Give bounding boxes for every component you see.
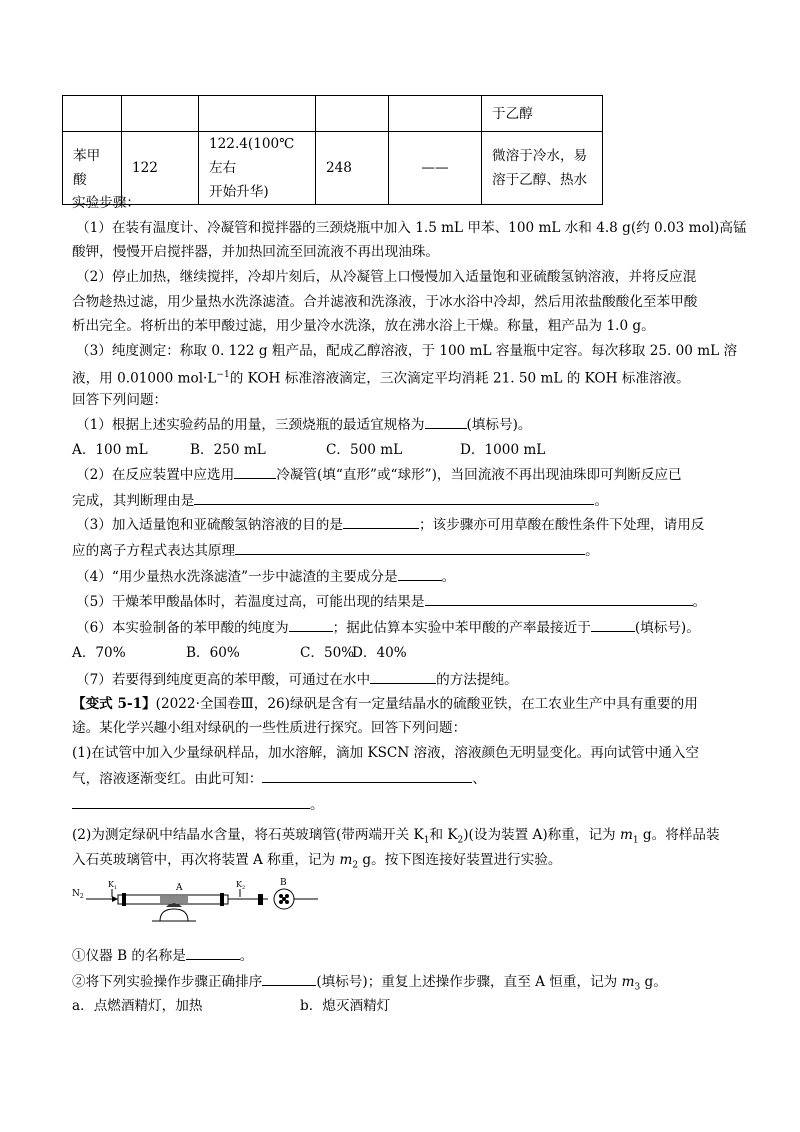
question-7 bbox=[76, 669, 518, 690]
text: ②将下列实验操作步骤正确排序 bbox=[72, 974, 263, 990]
variant-line-b: 途。某化学兴趣小组对绿矾的一些性质进行探究。回答下列问题： bbox=[72, 720, 467, 736]
cell-text: 开始升华) bbox=[209, 184, 269, 200]
cell-text: 122.4(100℃左右 bbox=[209, 136, 295, 176]
text: g。 bbox=[640, 974, 667, 990]
step-3-line-a: （3）纯度测定：称取 0. 122 g 粗产品，配成乙醇溶液，于 100 mL 容量瓶中定容。每次移取 25. 00 mL 溶 bbox=[76, 343, 738, 359]
text: (2)为测定绿矾中结晶水含量，将石英玻璃管(带两端开关 K bbox=[72, 827, 424, 843]
table-cell: 122 bbox=[122, 132, 199, 205]
text: 。 bbox=[441, 569, 456, 585]
text: )(设为装置 A)称重，记为 bbox=[463, 827, 620, 843]
answer-blank bbox=[370, 669, 436, 684]
text: g。将样品装 bbox=[638, 827, 720, 843]
answer-blank bbox=[72, 794, 310, 809]
table-cell bbox=[482, 132, 603, 205]
tube-stopper bbox=[220, 893, 224, 906]
step-1-line-b: 酸钾，慢慢开启搅拌器，并加热回流至回流液不再出现油珠。 bbox=[72, 244, 440, 260]
table-cell bbox=[316, 96, 389, 132]
part-2-line-b bbox=[72, 850, 561, 876]
variable: m bbox=[339, 852, 353, 868]
steps-title: 实验步骤： bbox=[72, 195, 140, 211]
question-2-line-a bbox=[76, 464, 682, 485]
option: C．500 mL bbox=[326, 442, 403, 458]
part-1-line-c bbox=[72, 794, 324, 815]
question-4 bbox=[76, 566, 455, 587]
desiccant-dot bbox=[279, 900, 283, 904]
text: ；据此估算本实验中苯甲酸的产率最接近于 bbox=[332, 620, 591, 636]
subscript: 3 bbox=[634, 982, 641, 993]
text: (填标号)。 bbox=[634, 620, 700, 636]
sample-boat bbox=[160, 896, 188, 903]
part-1-line-b bbox=[72, 768, 486, 789]
text: 、 bbox=[472, 771, 486, 787]
variant-tag: 【变式 5-1】 bbox=[72, 696, 156, 712]
text: 气，溶液逐渐变红。由此可知： bbox=[72, 771, 263, 787]
answer-blank bbox=[425, 414, 467, 429]
answer-blank bbox=[398, 566, 442, 581]
property-table bbox=[62, 95, 603, 205]
text: 入石英玻璃管中，再次将装置 A 称重，记为 bbox=[72, 852, 340, 868]
answer-blank bbox=[591, 617, 635, 632]
question-5 bbox=[76, 591, 706, 612]
text: (填标号)。 bbox=[466, 417, 532, 433]
cell-text: 微溶于冷水，易 bbox=[492, 148, 588, 164]
text: （4）“用少量热水洗涤滤渣”一步中滤渣的主要成分是 bbox=[76, 569, 398, 585]
subscript: 2 bbox=[457, 835, 464, 846]
text: 。 bbox=[692, 594, 707, 610]
answer-blank bbox=[234, 464, 276, 479]
sub-question-1 bbox=[72, 945, 253, 966]
answer-blank bbox=[186, 945, 240, 960]
option: D．1000 mL bbox=[460, 442, 546, 458]
operation-option: b．熄灭酒精灯 bbox=[300, 998, 391, 1014]
superscript: −1 bbox=[216, 370, 230, 380]
table-cell: —— bbox=[389, 132, 482, 205]
tube-stopper bbox=[258, 894, 263, 905]
text: （5）干燥苯甲酸晶体时，若温度过高，可能出现的结果是 bbox=[76, 594, 425, 610]
part-2-line-a bbox=[72, 825, 720, 851]
answer-blank bbox=[262, 768, 472, 783]
text: 和 K bbox=[429, 827, 458, 843]
text: 。 bbox=[310, 797, 324, 813]
option: B．60% bbox=[186, 645, 240, 661]
answer-blank bbox=[194, 490, 594, 505]
table-cell bbox=[389, 96, 482, 132]
question-2-line-b bbox=[72, 490, 608, 511]
option: B．250 mL bbox=[190, 442, 266, 458]
table-cell bbox=[122, 96, 199, 132]
a-label: A bbox=[176, 883, 183, 893]
table-row bbox=[63, 96, 603, 132]
text: 。 bbox=[594, 493, 608, 509]
text: 。 bbox=[585, 543, 599, 559]
answer-blank bbox=[343, 514, 419, 529]
variable: m bbox=[619, 827, 633, 843]
subscript: 2 bbox=[352, 860, 359, 871]
step-2-line-a: （2）停止加热，继续搅拌，冷却片刻后，从冷凝管上口慢慢加入适量饱和亚硫酸氢钠溶液，并将反应混 bbox=[76, 269, 697, 285]
n2-label: $N_2$ bbox=[72, 889, 84, 900]
text: 完成，其判断理由是 bbox=[72, 493, 195, 509]
k1-label: $K_1$ bbox=[108, 880, 118, 891]
subscript: 1 bbox=[632, 835, 639, 846]
cell-text: 溶于乙醇、热水 bbox=[492, 172, 588, 188]
answer-blank bbox=[425, 591, 693, 606]
text: （1）根据上述实验药品的用量，三颈烧瓶的最适宜规格为 bbox=[76, 417, 425, 433]
option: A．70% bbox=[72, 645, 126, 661]
question-3-line-a bbox=[76, 514, 704, 535]
question-1 bbox=[76, 414, 531, 435]
desiccant-dot bbox=[282, 897, 286, 901]
variable: m bbox=[621, 974, 635, 990]
text: ；该步骤亦可用草酸在酸性条件下处理，请用反 bbox=[418, 517, 705, 533]
text: 的 KOH 标准溶液滴定，三次滴定平均消耗 21. 50 mL 的 KOH 标准溶液。 bbox=[229, 370, 690, 387]
table-cell bbox=[199, 132, 316, 205]
question-3-line-b bbox=[72, 540, 599, 561]
text: （3）加入适量饱和亚硫酸氢钠溶液的目的是 bbox=[76, 517, 343, 533]
option: C．50% bbox=[300, 645, 355, 661]
step-3-line-b bbox=[72, 365, 690, 389]
text: (填标号)；重复上述操作步骤，直至 A 恒重，记为 bbox=[316, 974, 622, 990]
variant-heading bbox=[72, 694, 698, 714]
answer-blank bbox=[289, 617, 333, 632]
answer-blank bbox=[262, 971, 316, 986]
step-2-line-b: 合物趁热过滤，用少量热水洗涤滤渣。合并滤液和洗涤液，于冰水浴中冷却，然后用浓盐酸酸化至苯甲酸 bbox=[72, 294, 698, 310]
option: A．100 mL bbox=[72, 442, 148, 458]
answer-blank bbox=[235, 540, 585, 555]
part-1-line-a: (1)在试管中加入少量绿矾样品，加水溶解，滴加 KSCN 溶液，溶液颜色无明显变化。再向试管中通入空 bbox=[72, 745, 700, 761]
table-cell bbox=[63, 96, 122, 132]
text: (2022·全国卷Ⅲ，26)绿矾是含有一定量结晶水的硫酸亚铁，在工农业生产中具有重要的用 bbox=[155, 696, 698, 712]
alcohol-lamp-icon bbox=[160, 909, 188, 921]
b-label: B bbox=[280, 878, 287, 888]
step-2-line-c: 析出完全。将析出的苯甲酸过滤，用少量冷水洗涤，放在沸水浴上干燥。称量，粗产品为 1.0 g。 bbox=[72, 318, 655, 334]
operation-option: a．点燃酒精灯，加热 bbox=[72, 998, 203, 1014]
text: 冷凝管(填“直形”或“球形”)，当回流液不再出现油珠即可判断反应已 bbox=[276, 467, 682, 483]
flow-arrow-icon bbox=[112, 896, 118, 902]
step-1-line-a: （1）在装有温度计、冷凝管和搅拌器的三颈烧瓶中加入 1.5 mL 甲苯、100 mL 水和 4.8 g(约 0.03 mol)高锰 bbox=[76, 220, 747, 236]
apparatus-diagram bbox=[72, 875, 332, 927]
question-6 bbox=[76, 617, 700, 638]
text: g。按下图连接好装置进行实验。 bbox=[358, 852, 562, 868]
answer-title: 回答下列问题： bbox=[72, 392, 168, 408]
text: ①仪器 B 的名称是 bbox=[72, 948, 186, 964]
text: （7）若要得到纯度更高的苯甲酸，可通过在水中 bbox=[76, 672, 371, 688]
text: 液，用 0.01000 mol·L bbox=[72, 370, 217, 387]
text: 应的离子方程式表达其原理 bbox=[72, 543, 236, 559]
desiccant-dot bbox=[279, 894, 283, 898]
sub-question-2 bbox=[72, 971, 667, 998]
k2-label: $K_2$ bbox=[236, 880, 246, 891]
text: （6）本实验制备的苯甲酸的纯度为 bbox=[76, 620, 289, 636]
text: 的方法提纯。 bbox=[436, 672, 518, 688]
table-cell: 248 bbox=[316, 132, 389, 205]
option: D．40% bbox=[352, 645, 407, 661]
tube-stopper bbox=[122, 893, 126, 906]
text: 。 bbox=[239, 948, 254, 964]
table-cell: 于乙醇 bbox=[482, 96, 603, 132]
table-cell bbox=[199, 96, 316, 132]
table-row bbox=[63, 132, 603, 205]
text: （2）在反应装置中应选用 bbox=[76, 467, 235, 483]
cell-text: 苯甲酸 bbox=[73, 148, 101, 188]
subscript: 1 bbox=[423, 835, 430, 846]
desiccant-dot bbox=[285, 900, 289, 904]
desiccant-dot bbox=[285, 894, 289, 898]
